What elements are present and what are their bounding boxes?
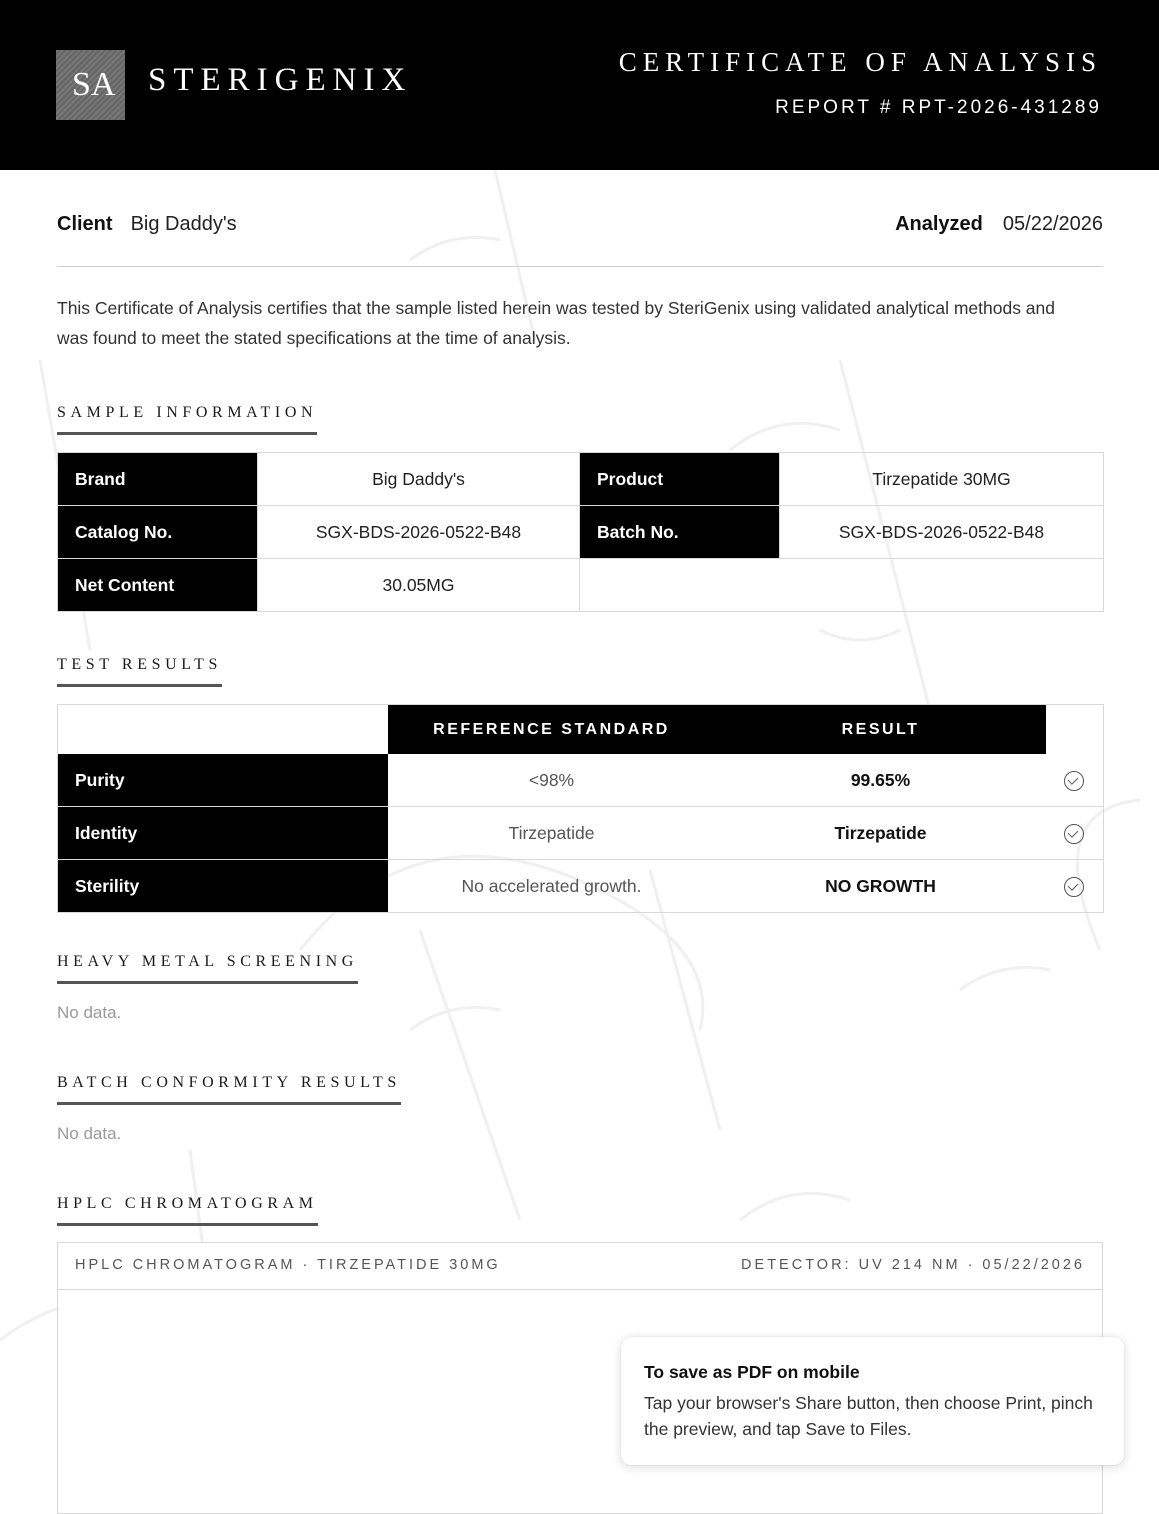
product-value: Tirzepatide 30MG bbox=[780, 453, 1104, 506]
sample-information-table bbox=[57, 452, 1104, 612]
test-result: 99.65% bbox=[716, 754, 1046, 807]
toast-title: To save as PDF on mobile bbox=[644, 1362, 860, 1382]
test-name: Identity bbox=[58, 807, 388, 860]
chromatogram-title: HPLC CHROMATOGRAM · TIRZEPATIDE 30MG bbox=[75, 1257, 501, 1273]
company-logo bbox=[56, 50, 125, 120]
analyzed-date: 05/22/2026 bbox=[1002, 213, 1103, 235]
certificate-statement: This Certificate of Analysis certifies that the sample listed herein was tested by SteriGenix using validated analytical methods and was found to meet the stated specifications at the time of analysis. bbox=[57, 298, 1056, 348]
table-row bbox=[58, 506, 1104, 559]
catalog-label: Catalog No. bbox=[58, 506, 258, 559]
batch-value: SGX-BDS-2026-0522-B48 bbox=[780, 506, 1104, 559]
heavy-metal-empty-state: No data. bbox=[57, 1003, 122, 1022]
test-result: Tirzepatide bbox=[716, 807, 1046, 860]
header-blank bbox=[58, 705, 388, 755]
table-row bbox=[58, 453, 1104, 506]
header-reference-standard: REFERENCE STANDARD bbox=[388, 705, 716, 755]
brand-label: Brand bbox=[58, 453, 258, 506]
table-row bbox=[58, 754, 1104, 807]
test-results-table bbox=[57, 704, 1104, 913]
report-number: REPORT # RPT-2026-431289 bbox=[775, 97, 1102, 118]
check-circle-icon bbox=[1064, 771, 1084, 791]
section-title-batch-conformity: BATCH CONFORMITY RESULTS bbox=[57, 1074, 401, 1105]
section-title-heavy-metal-screening: HEAVY METAL SCREENING bbox=[57, 953, 358, 984]
brand-value: Big Daddy's bbox=[258, 453, 580, 506]
chromatogram-header bbox=[58, 1243, 1102, 1290]
batch-conformity-empty-state: No data. bbox=[57, 1124, 122, 1143]
page-header bbox=[0, 0, 1159, 170]
table-row bbox=[58, 559, 1104, 612]
table-row bbox=[58, 860, 1104, 913]
chromatogram-detector: DETECTOR: UV 214 NM · 05/22/2026 bbox=[741, 1257, 1085, 1273]
check-circle-icon bbox=[1064, 877, 1084, 897]
save-pdf-tip-toast bbox=[621, 1337, 1124, 1465]
net-content-label: Net Content bbox=[58, 559, 258, 612]
analyzed-label: Analyzed bbox=[895, 213, 983, 235]
company-name: STERIGENIX bbox=[148, 62, 413, 98]
check-circle-icon bbox=[1064, 824, 1084, 844]
header-blank-status bbox=[1046, 705, 1104, 755]
test-name: Purity bbox=[58, 754, 388, 807]
analyzed-info bbox=[895, 213, 1103, 236]
header-result: RESULT bbox=[716, 705, 1046, 755]
section-title-hplc-chromatogram: HPLC CHROMATOGRAM bbox=[57, 1195, 318, 1226]
reference-standard: Tirzepatide bbox=[388, 807, 716, 860]
test-name: Sterility bbox=[58, 860, 388, 913]
reference-standard: No accelerated growth. bbox=[388, 860, 716, 913]
empty-cell bbox=[580, 559, 1104, 612]
product-label: Product bbox=[580, 453, 780, 506]
section-title-sample-information: SAMPLE INFORMATION bbox=[57, 404, 317, 435]
client-value: Big Daddy's bbox=[130, 213, 237, 235]
catalog-value: SGX-BDS-2026-0522-B48 bbox=[258, 506, 580, 559]
logo-initials: SA bbox=[72, 66, 116, 103]
document-title: CERTIFICATE OF ANALYSIS bbox=[618, 47, 1102, 77]
section-title-test-results: TEST RESULTS bbox=[57, 656, 222, 687]
net-content-value: 30.05MG bbox=[258, 559, 580, 612]
client-row bbox=[57, 213, 1103, 243]
reference-standard: <98% bbox=[388, 754, 716, 807]
table-row bbox=[58, 807, 1104, 860]
test-result: NO GROWTH bbox=[716, 860, 1046, 913]
toast-body: Tap your browser's Share button, then choose Print, pinch the preview, and tap Save to Files. bbox=[644, 1393, 1093, 1439]
client-label: Client bbox=[57, 213, 113, 235]
batch-label: Batch No. bbox=[580, 506, 780, 559]
table-header-row bbox=[58, 705, 1104, 755]
divider bbox=[57, 266, 1103, 267]
